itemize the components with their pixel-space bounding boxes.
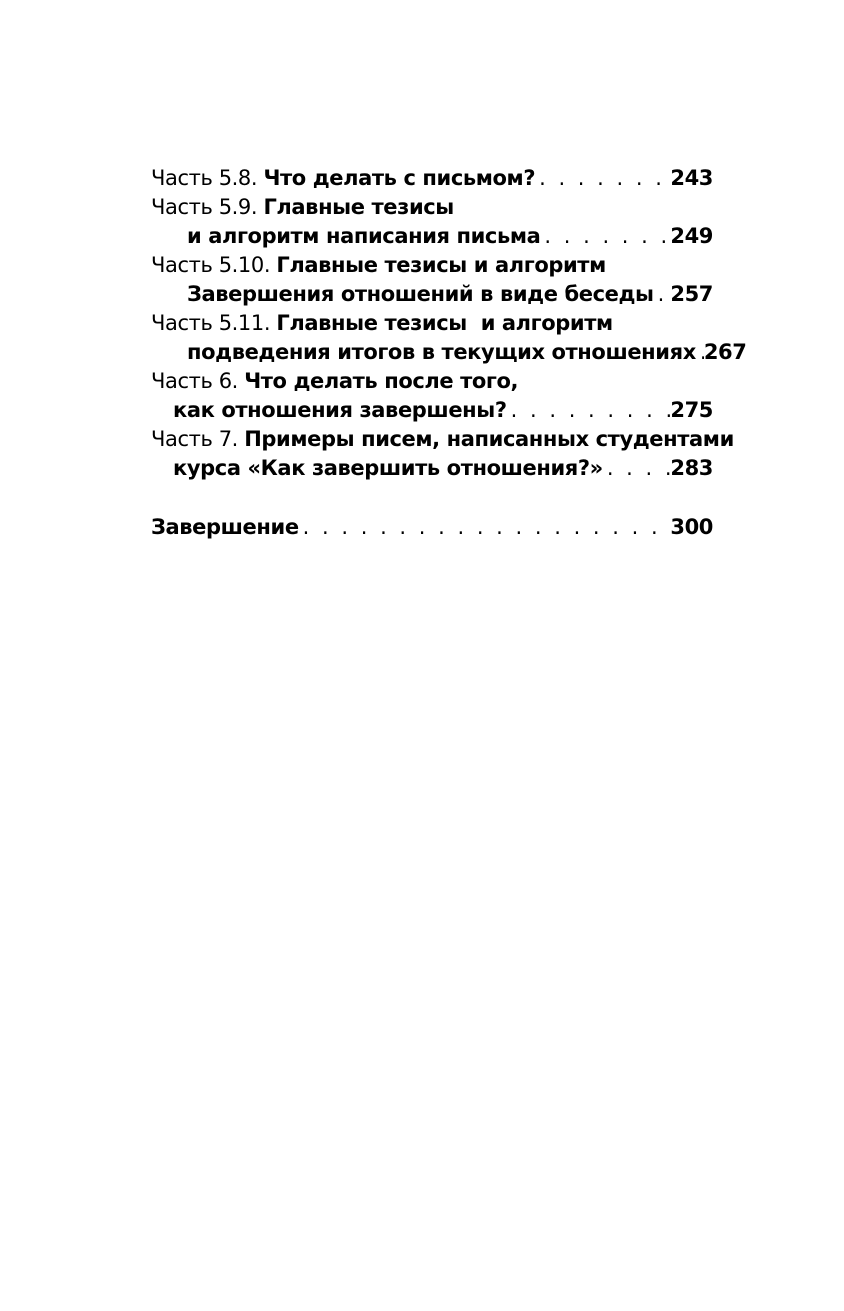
toc-line bbox=[151, 222, 713, 251]
toc-entry-title-continued: как отношения завершены? bbox=[173, 398, 507, 422]
toc-line bbox=[151, 513, 713, 542]
toc-entry-title: Главные тезисы и алгоритм bbox=[276, 253, 606, 277]
toc-entry-label: Часть 5.9. bbox=[151, 195, 258, 219]
dot-leader bbox=[654, 280, 671, 309]
toc-line bbox=[151, 454, 713, 483]
toc-entry-label: Часть 6. bbox=[151, 369, 238, 393]
toc-line bbox=[151, 338, 747, 367]
dot-leader bbox=[603, 454, 671, 483]
toc-entry-label: Часть 5.8. bbox=[151, 166, 258, 190]
dot-leader bbox=[696, 338, 704, 367]
toc-entry-7[interactable] bbox=[151, 425, 734, 483]
toc-entry-title-continued: курса «Как завершить отношения?» bbox=[173, 456, 603, 480]
toc-entry-title-continued: Завершения отношений в виде беседы bbox=[187, 282, 654, 306]
toc-line bbox=[151, 164, 713, 193]
toc-entry-title: Завершение bbox=[151, 515, 299, 539]
toc-line bbox=[151, 309, 713, 338]
toc-entry-5-10[interactable] bbox=[151, 251, 713, 309]
toc-entry-title: Примеры писем, написанных студентами bbox=[244, 427, 734, 451]
toc-line bbox=[151, 280, 713, 309]
dot-leader bbox=[507, 396, 671, 425]
toc-page-number: 275 bbox=[670, 398, 713, 422]
toc-entry-title: Главные тезисы и алгоритм bbox=[276, 311, 613, 335]
toc-entry-conclusion[interactable] bbox=[151, 513, 713, 542]
toc-page-number: 267 bbox=[703, 340, 747, 364]
toc-page-number: 300 bbox=[670, 515, 713, 539]
dot-leader bbox=[535, 164, 670, 193]
toc-line bbox=[151, 251, 713, 280]
toc-entry-label: Часть 7. bbox=[151, 427, 238, 451]
toc-entry-6[interactable] bbox=[151, 367, 713, 425]
toc-page-number: 243 bbox=[670, 166, 713, 190]
toc-entry-5-8[interactable] bbox=[151, 164, 713, 193]
toc-entry-label: Часть 5.10. bbox=[151, 253, 271, 277]
toc-line bbox=[151, 193, 713, 222]
toc-line bbox=[151, 396, 713, 425]
table-of-contents bbox=[151, 164, 747, 542]
toc-page-number: 249 bbox=[670, 224, 713, 248]
dot-leader bbox=[299, 513, 671, 542]
toc-entry-5-9[interactable] bbox=[151, 193, 713, 251]
toc-entry-title: Что делать после того, bbox=[244, 369, 519, 393]
toc-entry-title-continued: и алгоритм написания письма bbox=[187, 224, 541, 248]
toc-entry-title-continued: подведения итогов в текущих отношениях bbox=[187, 340, 696, 364]
toc-entry-title: Главные тезисы bbox=[263, 195, 454, 219]
dot-leader bbox=[540, 222, 670, 251]
toc-line bbox=[151, 367, 713, 396]
toc-page-number: 257 bbox=[670, 282, 713, 306]
toc-entry-5-11[interactable] bbox=[151, 309, 747, 367]
toc-page-number: 283 bbox=[670, 456, 713, 480]
toc-entry-title: Что делать с письмом? bbox=[263, 166, 536, 190]
spacer bbox=[151, 483, 713, 513]
toc-entry-label: Часть 5.11. bbox=[151, 311, 271, 335]
toc-line bbox=[151, 425, 734, 454]
